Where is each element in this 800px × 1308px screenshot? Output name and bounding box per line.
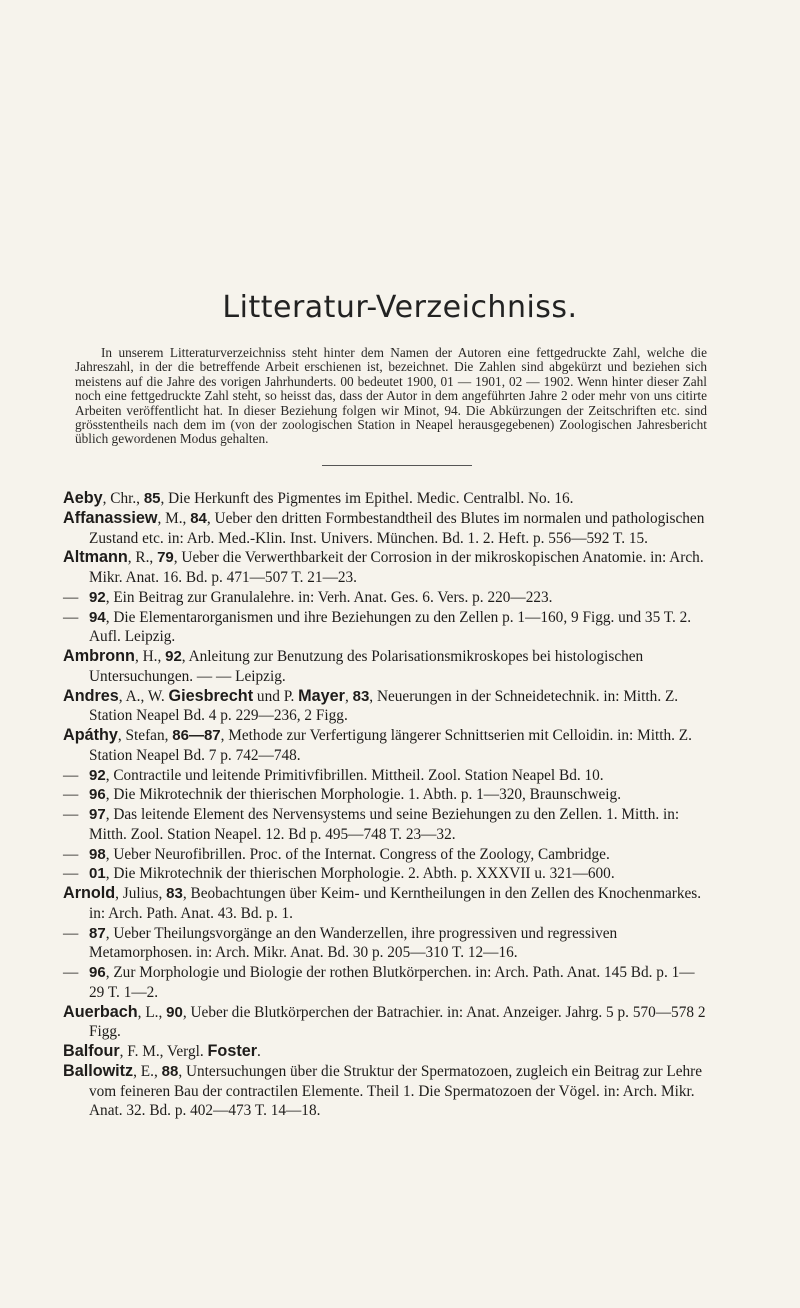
bibliography-entry (63, 608, 706, 648)
entry-year: 96 (89, 964, 106, 981)
entry-author: Aeby (63, 489, 103, 507)
bibliography-entry (63, 1003, 706, 1043)
entry-text: . (257, 1043, 261, 1060)
bibliography-entry (63, 647, 706, 687)
entry-text: , Ueber Neurofibrillen. Proc. of the Internat. Congress of the Zoology, Cambridge. (105, 845, 610, 863)
entry-dash: — (63, 786, 79, 804)
entry-year: 87 (89, 924, 106, 942)
entry-author: Altmann (63, 548, 128, 567)
entry-text: , Ueber Theilungsvorgänge an den Wanderzellen, ihre progressiven und regressiven Metamorphosen. in: Arch. Mikr. Anat. Bd. 30 p. 205—310 T. 12—16. (89, 924, 618, 962)
bibliography-entry (63, 805, 706, 845)
entry-year: 01 (89, 865, 106, 883)
entry-dash: — (63, 865, 79, 883)
entry-author: Balfour (63, 1042, 120, 1060)
entry-year: 79 (157, 549, 174, 567)
entry-text: , Ueber die Blutkörperchen der Batrachier. in: Anat. Anzeiger. Jahrg. 5 p. 570—578 2 Figg. (89, 1003, 706, 1041)
entry-text: , Die Mikrotechnik der thierischen Morphologie. 2. Abth. p. XXXVII u. 321—600. (105, 865, 615, 883)
bibliography-entry (63, 884, 706, 924)
entry-dash: — (63, 806, 79, 823)
entry-coauthor: Foster (207, 1042, 258, 1060)
entry-dash: — (63, 608, 79, 626)
entry-author: Apáthy (63, 726, 118, 744)
entry-year: 88 (161, 1062, 179, 1080)
entry-text: , Untersuchungen über die Struktur der Spermatozoen, zugleich ein Beitrag zur Lehre vom feineren Bau der contractilen Elemente. Theil 1. Die Spermatozoen der Vögel. in: Arch. Mikr. Anat. 32. Bd. p. 402—473 T. 14—18. (89, 1062, 703, 1120)
entry-dash: — (63, 924, 79, 942)
entry-text: , Ueber den dritten Formbestandtheil des Blutes im normalen und pathologischen Zustand etc. in: Arb. Med.-Klin. Inst. Univers. München. Bd. 1. 2. Heft. p. 556—592 T. 15. (89, 509, 705, 547)
entry-text: , Die Herkunft des Pigmentes im Epithel. Medic. Centralbl. No. 16. (160, 490, 574, 507)
entry-coauthor: Giesbrecht (168, 686, 254, 705)
entry-year: 92 (165, 648, 182, 665)
entry-year: 86—87 (172, 727, 221, 744)
entry-year: 83 (352, 687, 370, 705)
entry-year: 90 (166, 1003, 183, 1021)
entry-initials: , M., (157, 509, 191, 527)
entry-initials: , Stefan, (117, 727, 173, 744)
entry-initials: , H., (134, 648, 166, 665)
entry-year: 84 (190, 509, 207, 527)
entry-text: , Beobachtungen über Keim- und Kerntheilungen in den Zellen des Knochenmarkes. in: Arch. Path. Anat. 43. Bd. p. 1. (89, 885, 702, 922)
bibliography-entry (63, 963, 706, 1003)
bibliography-entry (63, 588, 706, 608)
page-title: Litteratur-Verzeichniss. (222, 290, 578, 325)
bibliography-entry (63, 489, 706, 509)
bibliography-entry (63, 687, 706, 727)
entry-text: , Ueber die Verwerthbarkeit der Corrosion in der mikroskopischen Anatomie. in: Arch. Mikr. Anat. 16. Bd. p. 471—507 T. 21—23. (89, 549, 704, 586)
entry-dash: — (63, 845, 79, 863)
entry-coauthor: Mayer (298, 686, 345, 705)
entry-text: , Neuerungen in der Schneidetechnik. in: Mitth. Z. Station Neapel Bd. 4 p. 229—236, 2 Figg. (89, 687, 679, 725)
bibliography-entry (63, 548, 706, 588)
bibliography-entry (63, 785, 706, 805)
entry-year: 92 (89, 588, 106, 606)
divider-rule (322, 465, 472, 466)
entry-year: 94 (89, 608, 106, 626)
bibliography-entry (63, 924, 706, 964)
entry-author: Arnold (63, 884, 116, 902)
entry-year: 98 (89, 845, 106, 863)
entry-initials: , F. M., Vergl. (119, 1043, 208, 1060)
entry-dash: — (63, 588, 79, 606)
entry-connector: und P. (253, 687, 299, 705)
entry-initials: , L., (137, 1003, 167, 1021)
entry-year: 92 (89, 766, 106, 784)
entry-author: Auerbach (63, 1002, 138, 1021)
entry-year: 85 (143, 490, 161, 507)
entry-year: 96 (89, 786, 106, 804)
entry-text: , Ein Beitrag zur Granulalehre. in: Verh. Anat. Ges. 6. Vers. p. 220—223. (105, 588, 553, 606)
entry-author: Ballowitz (63, 1061, 134, 1080)
entry-separator: , (344, 687, 353, 705)
bibliography-entry (63, 1062, 706, 1121)
bibliography-entry (63, 509, 706, 549)
entry-author: Andres (63, 686, 119, 705)
entry-text: , Die Elementarorganismen und ihre Beziehungen zu den Zellen p. 1—160, 9 Figg. und 35 T. 2. Aufl. Leipzig. (89, 608, 692, 646)
entry-initials: , E., (133, 1062, 162, 1080)
entry-text: , Das leitende Element des Nervensystems und seine Beziehungen zu den Zellen. 1. Mitth. in: Mitth. Zool. Station Neapel. 12. Bd p. 495—748 T. 23—32. (89, 806, 680, 843)
entry-initials: , A., W. (118, 687, 169, 705)
bibliography-entry (63, 845, 706, 865)
entry-year: 97 (89, 806, 106, 823)
bibliography-entry (63, 864, 706, 884)
bibliography-entry (63, 726, 706, 766)
entry-initials: , R., (127, 549, 158, 567)
bibliography-list (63, 489, 706, 1121)
intro-paragraph: In unserem Litteraturverzeichniss steht hinter dem Namen der Autoren eine fettgedruckte Zahl, welche die Jahreszahl, in der die betreffende Arbeit erschienen ist, bezeichnet. Die Zahlen sind abgekürzt und beziehen sich meistens auf die Jahre des vorigen Jahrhunderts. 00 bedeutet 1900, 01 — 1901, 02 — 1902. Wenn hinter dieser Zahl noch eine fettgedruckte Zahl steht, so heisst das, dass der Autor in dem angeführten Jahre 2 oder mehr von uns citirte Arbeiten veröffentlicht hat. In dieser Beziehung folgen wir Minot, 94. Die Abkürzungen der Zeitschriften etc. sind grösstentheils nach dem im (von der zoologischen Station in Neapel herausgegebenen) Zoologischen Jahresbericht üblich gewordenen Modus gehalten. (75, 345, 707, 447)
entry-year: 83 (166, 885, 183, 902)
entry-author: Ambronn (63, 647, 135, 665)
bibliography-entry (63, 1042, 706, 1062)
entry-initials: , Chr., (102, 490, 144, 507)
entry-text: , Die Mikrotechnik der thierischen Morphologie. 1. Abth. p. 1—320, Braunschweig. (105, 786, 622, 804)
entry-text: , Contractile und leitende Primitivfibrillen. Mittheil. Zool. Station Neapel Bd. 10. (105, 766, 604, 784)
entry-dash: — (63, 964, 79, 981)
bibliography-entry (63, 766, 706, 786)
entry-dash: — (63, 766, 79, 784)
entry-initials: , Julius, (115, 885, 167, 902)
entry-text: , Zur Morphologie und Biologie der rothen Blutkörperchen. in: Arch. Path. Anat. 145 Bd. p. 1—29 T. 1—2. (89, 964, 695, 1001)
entry-text: , Anleitung zur Benutzung des Polarisationsmikroskopes bei histologischen Untersuchungen. — — Leipzig. (89, 648, 644, 685)
entry-author: Affanassiew (63, 508, 158, 527)
entry-text: , Methode zur Verfertigung längerer Schnittserien mit Celloidin. in: Mitth. Z. Station Neapel Bd. 7 p. 742—748. (89, 727, 692, 764)
